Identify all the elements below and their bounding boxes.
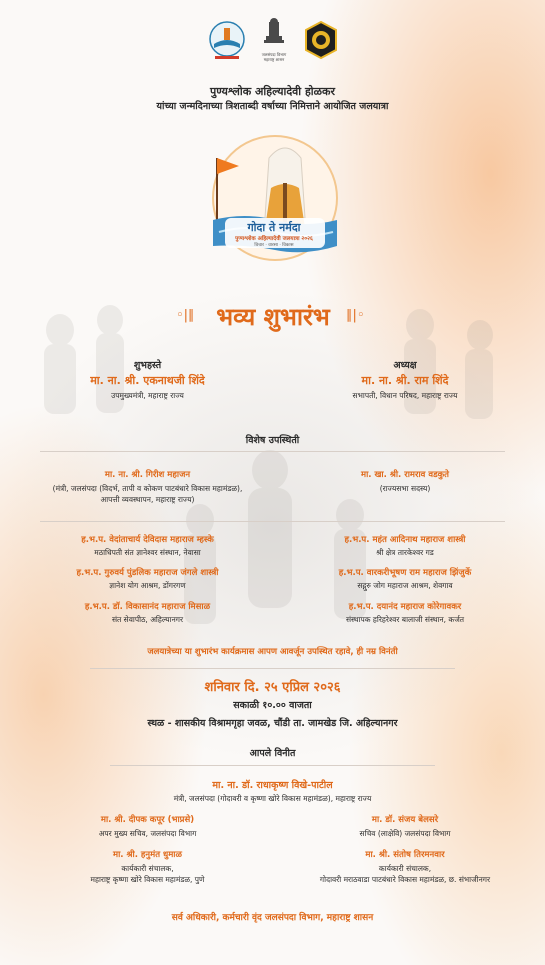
page-title: पुण्यश्लोक अहिल्यादेवी होळकर xyxy=(210,85,335,98)
chief-guest-role: शुभहस्ते xyxy=(133,360,162,371)
divider xyxy=(110,765,435,766)
host-main-name: मा. ना. डॉ. राधाकृष्ण विखे-पाटील xyxy=(212,780,333,791)
logo-caption: जलसंपदा विभाग महाराष्ट्र शासन xyxy=(261,52,287,62)
saint-name: ह.भ.प. वेदांताचार्य देविदास महाराज म्हस्के xyxy=(81,535,214,545)
ashoka-emblem-icon xyxy=(256,18,292,64)
president-desc: सभापती, विधान परिषद, महाराष्ट्र राज्य xyxy=(352,391,458,400)
hosts-heading: आपले विनीत xyxy=(249,748,296,759)
portrait-illustration xyxy=(205,128,343,278)
emblem-tagline: विचार · वारसा · विकास xyxy=(254,243,294,248)
chief-guest-name: मा. ना. श्री. एकनाथजी शिंदे xyxy=(90,374,205,387)
host-desc: कार्यकारी संचालक, xyxy=(378,864,432,873)
banner xyxy=(176,298,370,334)
host-desc: सचिव (लाक्षेवि) जलसंपदा विभाग xyxy=(359,829,451,838)
saint-name: ह.भ.प. महंत आदिनाथ महाराज शास्त्री xyxy=(344,535,466,545)
divider xyxy=(90,668,455,669)
host-name: मा. श्री. हनुमंत धुमाळ xyxy=(113,850,182,860)
event-venue: स्थळ - शासकीय विश्रामगृहा जवळ, चौंडी ता. जामखेड जि. अहिल्यानगर xyxy=(147,718,398,729)
saint-name: ह.भ.प. वारकरीभूषण राम महाराज झिंजुर्के xyxy=(338,568,472,578)
saint-desc: संत सेवापीठ, अहिल्यानगर xyxy=(111,615,184,624)
banner-ornament-right-icon: ∥|◦ xyxy=(346,308,365,323)
host-desc: कार्यकारी संचालक, xyxy=(121,864,174,873)
special-heading: विशेष उपस्थिती xyxy=(245,435,300,446)
saint-name: ह.भ.प. गुरुवर्य पुंडलिक महाराज जंगले शास्त्री xyxy=(76,568,219,578)
saint-desc: संस्थापक हरिहरेश्वर बालाजी संस्थान, कर्जत xyxy=(345,615,465,624)
saint-desc: श्री क्षेत्र तारकेश्वर गड xyxy=(376,548,434,557)
president-name: मा. ना. श्री. राम शिंदे xyxy=(361,374,449,387)
divider xyxy=(40,451,505,452)
host-name: मा. श्री. दीपक कपूर (भाप्रसे) xyxy=(100,815,195,825)
host-desc: गोदावरी मराठवाडा पाटबंधारे विकास महामंडळ, छ. संभाजीनगर xyxy=(319,875,491,884)
event-time: सकाळी १०.०० वाजता xyxy=(233,700,312,711)
host-desc: अपर मुख्य सचिव, जलसंपदा विभाग xyxy=(98,829,197,838)
special-guest-name: मा. ना. श्री. गिरीश महाजन xyxy=(104,470,191,480)
page-subtitle: यांच्या जन्मदिनाच्या त्रिशताब्दी वर्षाच्या निमित्ताने आयोजित जलयात्रा xyxy=(156,101,389,112)
host-name: मा. श्री. संतोष तिरमनवार xyxy=(365,850,445,860)
yatra-emblem xyxy=(205,128,343,278)
saint-desc: सद्गुरु जोग महाराज आश्रम, शेवगाव xyxy=(357,581,453,590)
banner-title: भव्य शुभारंभ xyxy=(216,302,330,331)
host-name: मा. डॉ. संजय बेलसरे xyxy=(371,815,439,825)
saint-name: ह.भ.प. दयानंद महाराज कोरेगावकर xyxy=(348,602,462,612)
emblem-title: गोदा ते नर्मदा xyxy=(247,221,301,234)
saint-desc: मठाधिपती संत ज्ञानेश्वर संस्थान, नेवासा xyxy=(94,548,201,557)
special-guest-desc: (मंत्री, जलसंपदा (विदर्भ, तापी व कोकण पाटबंधारे विकास महामंडळ), xyxy=(52,484,243,493)
president-role: अध्यक्ष xyxy=(393,360,417,371)
host-main-desc: मंत्री, जलसंपदा (गोदावरी व कृष्णा खोरे विकास महामंडळ), महाराष्ट्र राज्य xyxy=(173,794,372,803)
host-desc: महाराष्ट्र कृष्णा खोरे विकास महामंडळ, पुणे xyxy=(90,875,205,884)
special-guest-name: मा. खा. श्री. रामराव वडकुते xyxy=(361,470,449,480)
jal-yatra-emblem-icon xyxy=(208,20,246,60)
saint-name: ह.भ.प. डॉ. विकासानंद महाराज मिसाळ xyxy=(84,602,211,612)
chief-guest-desc: उपमुख्यमंत्री, महाराष्ट्र राज्य xyxy=(111,391,184,400)
special-guest-desc: आपत्ती व्यवस्थापन, महाराष्ट्र राज्य) xyxy=(100,495,195,504)
saint-desc: ज्ञानेश योग आश्रम, डोंगरगण xyxy=(109,581,186,590)
banner-ornament-left-icon: ◦|∥ xyxy=(176,308,195,323)
department-seal-icon xyxy=(302,20,340,60)
invite-line: जलयात्रेच्या या शुभारंभ कार्यक्रमास आपण आवर्जून उपस्थित रहावे, ही नम्र विनंती xyxy=(147,647,398,657)
footer-line: सर्व अधिकारी, कर्मचारी वृंद जलसंपदा विभाग, महाराष्ट्र शासन xyxy=(171,913,374,923)
special-guest-desc: (राज्यसभा सदस्य) xyxy=(379,484,431,493)
event-date: शनिवार दि. २५ एप्रिल २०२६ xyxy=(204,680,341,695)
divider xyxy=(40,521,505,522)
emblem-subtitle: पुण्यश्लोक अहिल्यादेवी जलयात्रा २०२६ xyxy=(235,236,313,242)
